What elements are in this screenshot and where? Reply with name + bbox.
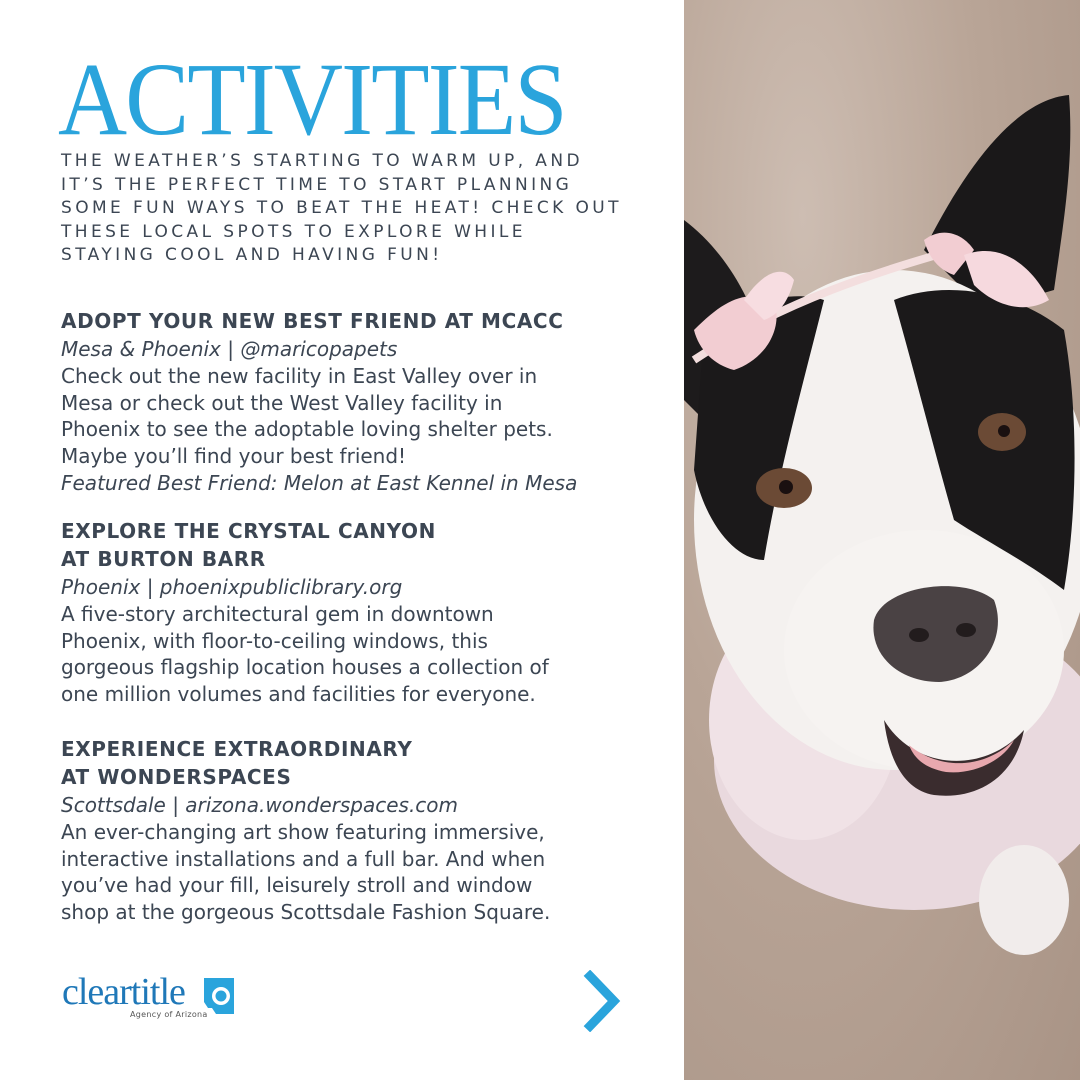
activity-description: A five-story architectural gem in downtown Phoenix, with floor-to-ceiling windows, this gorgeous flagship location houses a collection of one million volumes and facilities for everyone. <box>61 602 549 706</box>
activity-meta: Mesa & Phoenix | @maricopapets <box>61 337 398 361</box>
dog-illustration <box>684 0 1080 1080</box>
activity-description: Check out the new facility in East Valley over in Mesa or check out the West Valley facility in Phoenix to see the adoptable loving shelter pets. Maybe you’ll find your best friend! <box>61 364 553 468</box>
activity-meta: Phoenix | phoenixpubliclibrary.org <box>61 575 403 599</box>
dog-photo <box>684 0 1080 1080</box>
activity-wonderspaces <box>61 735 661 925</box>
activity-description: An ever-changing art show featuring immersive, interactive installations and a full bar. And when you’ve had your fill, leisurely stroll and window shop at the gorgeous Scottsdale Fashion Square. <box>61 820 551 924</box>
cleartitle-logo <box>62 972 242 1028</box>
featured-pet: Featured Best Friend: Melon at East Kennel in Mesa <box>61 471 578 495</box>
activity-heading: EXPLORE THE CRYSTAL CANYON AT BURTON BARR <box>61 519 436 571</box>
arizona-mark-icon <box>202 976 236 1016</box>
activity-burton-barr <box>61 517 661 707</box>
activity-heading: EXPERIENCE EXTRAORDINARY AT WONDERSPACES <box>61 737 413 789</box>
intro-text: THE WEATHER’S STARTING TO WARM UP, AND IT’S THE PERFECT TIME TO START PLANNING SOME FUN WAYS TO BEAT THE HEAT! CHECK OUT THESE LOCAL SPOTS TO EXPLORE WHILE STAYING COOL AND HAVING FUN! <box>61 151 622 265</box>
activity-mcacc <box>61 307 661 497</box>
logo-wordmark: cleartitle <box>62 971 185 1013</box>
page-title: ACTIVITIES <box>58 42 566 157</box>
logo-tagline: Agency of Arizona <box>130 1010 208 1019</box>
chevron-right-icon[interactable] <box>582 970 624 1032</box>
activity-heading: ADOPT YOUR NEW BEST FRIEND AT MCACC <box>61 309 564 333</box>
activity-meta: Scottsdale | arizona.wonderspaces.com <box>61 793 459 817</box>
